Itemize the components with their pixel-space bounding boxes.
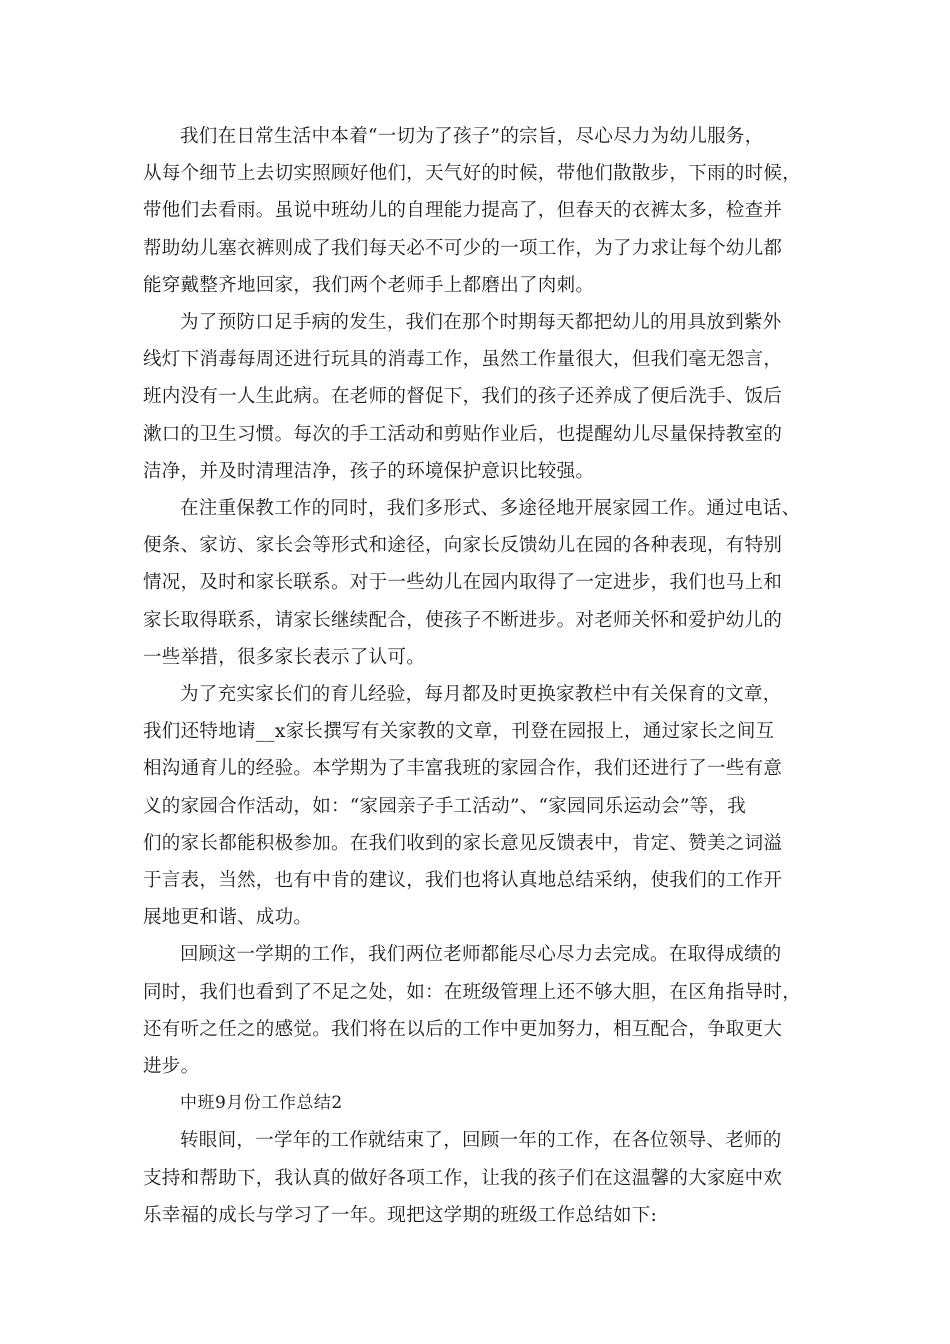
paragraph-daily-care <box>143 118 811 304</box>
text-line: 同时，我们也看到了不足之处，如：在班级管理上还不够大胆，在区角指导时， <box>143 981 802 1003</box>
text-line: 义的家园合作活动，如：“家园亲子手工活动”、“家园同乐运动会”等，我 <box>143 795 747 817</box>
paragraph-home-school-work <box>143 490 811 676</box>
text-line: 为了预防口足手病的发生，我们在那个时期每天都把幼儿的用具放到紫外 <box>180 312 782 334</box>
paragraph-review <box>143 936 811 1085</box>
text-line: 能穿戴整齐地回家，我们两个老师手上都磨出了肉刺。 <box>143 274 595 296</box>
text-line: 便条、家访、家长会等形式和途径，向家长反馈幼儿在园的各种表现，有特别 <box>143 535 783 557</box>
text-line: 洁净，并及时清理洁净，孩子的环境保护意识比较强。 <box>143 460 595 482</box>
text-line: 展地更和谐、成功。 <box>143 907 313 929</box>
text-line: 班内没有一人生此病。在老师的督促下，我们的孩子还养成了便后洗手、饭后 <box>143 386 783 408</box>
text-line: 家长取得联系，请家长继续配合，使孩子不断进步。对老师关怀和爱护幼儿的 <box>143 609 783 631</box>
text-line: 于言表，当然，也有中肯的建议，我们也将认真地总结采纳，使我们的工作开 <box>143 870 783 892</box>
text-line: 帮助幼儿塞衣裤则成了我们每天必不可少的一项工作，为了力求让每个幼儿都 <box>143 237 783 259</box>
text-line: 带他们去看雨。虽说中班幼儿的自理能力提高了，但春天的衣裤太多，检查并 <box>143 200 783 222</box>
text-line: 在注重保教工作的同时，我们多形式、多途径地开展家园工作。通过电话、 <box>180 498 801 520</box>
text-line: 我们还特地请__x家长撰写有关家教的文章，刊登在园报上，通过家长之间互 <box>143 721 775 743</box>
text-line: 乐幸福的成长与学习了一年。现把这学期的班级工作总结如下: <box>143 1204 658 1226</box>
text-line: 回顾这一学期的工作，我们两位老师都能尽心尽力去完成。在取得成绩的 <box>180 944 782 966</box>
text-line: 一些举措，很多家长表示了认可。 <box>143 646 426 668</box>
text-line: 为了充实家长们的育儿经验，每月都及时更换家教栏中有关保育的文章， <box>180 684 782 706</box>
text-line: 还有听之任之的感觉。我们将在以后的工作中更加努力，相互配合，争取更大 <box>143 1018 783 1040</box>
document-body <box>143 118 811 1234</box>
text-line: 从每个细节上去切实照顾好他们，天气好的时候，带他们散散步，下雨的时候， <box>143 163 802 185</box>
text-line: 转眼间，一学年的工作就结束了，回顾一年的工作，在各位领导、老师的 <box>180 1130 782 1152</box>
text-line: 线灯下消毒每周还进行玩具的消毒工作，虽然工作量很大，但我们毫无怨言， <box>143 349 783 371</box>
text-line: 们的家长都能积极参加。在我们收到的家长意见反馈表中，肯定、赞美之词溢 <box>143 832 783 854</box>
text-line: 漱口的卫生习惯。每次的手工活动和剪贴作业后，也提醒幼儿尽量保持教室的 <box>143 423 783 445</box>
text-line: 进步。 <box>143 1056 200 1078</box>
text-line: 情况，及时和家长联系。对于一些幼儿在园内取得了一定进步，我们也马上和 <box>143 572 783 594</box>
text-line: 相沟通育儿的经验。本学期为了丰富我班的家园合作，我们还进行了一些有意 <box>143 758 783 780</box>
text-line: 我们在日常生活中本着“一切为了孩子”的宗旨，尽心尽力为幼儿服务， <box>180 126 764 147</box>
paragraph-year-summary <box>143 1122 811 1234</box>
paragraph-parenting-experience <box>143 676 811 936</box>
section-heading: 中班9月份工作总结2 <box>180 1093 343 1114</box>
paragraph-disease-prevention <box>143 304 811 490</box>
text-line: 支持和帮助下，我认真的做好各项工作，让我的孩子们在这温馨的大家庭中欢 <box>143 1167 783 1189</box>
